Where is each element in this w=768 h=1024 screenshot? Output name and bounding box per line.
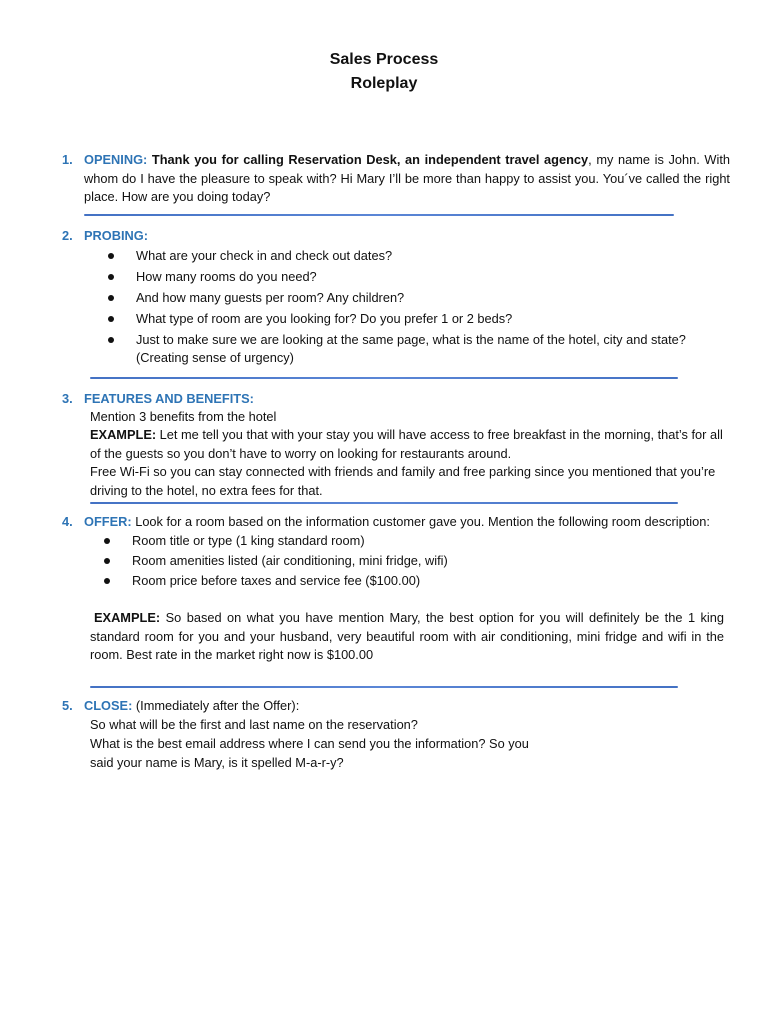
offer-example [90,609,724,665]
section-number-features: 3. [62,391,73,406]
probing-heading: PROBING: [84,228,148,243]
opening-paragraph [84,151,730,207]
list-item: How many rooms do you need? [108,268,728,286]
offer-heading: OFFER: [84,514,132,529]
list-item: What are your check in and check out dates? [108,247,728,265]
section-number-offer: 4. [62,514,73,529]
features-example [90,426,736,463]
close-text: (Immediately after the Offer): [132,698,300,713]
list-item: What type of room are you looking for? Do you prefer 1 or 2 beds? [108,310,728,328]
list-item: Just to make sure we are looking at the same page, what is the name of the hotel, city and state? (Creating sense of urgency) [108,331,728,367]
bullet-icon [108,253,114,259]
divider-rule [90,502,678,504]
divider-rule [90,377,678,379]
close-line-3: said your name is Mary, is it spelled M-a-r-y? [90,755,344,770]
opening-text: , my name is John. With whom do I have the pleasure to speak with? Hi Mary I’ll be more than happy to assist you. You´ve called the right place. How are you doing today? [84,152,731,204]
bullet-icon [104,578,110,584]
divider-rule [84,214,674,216]
list-item: Room price before taxes and service fee ($100.00) [104,572,724,590]
close-heading: CLOSE: [84,698,133,713]
features-intro: Mention 3 benefits from the hotel [90,409,277,424]
offer-example-text: So based on what you have mention Mary, the best option for you will definitely be the 1 king standard room for you and your husband, very beautiful room with air conditioning, mini fridge and wifi in the room. Best rate in the market right now is $100.00 [90,610,724,662]
bullet-icon [108,316,114,322]
probing-list [108,247,728,367]
bullet-icon [108,274,114,280]
opening-heading: OPENING: [84,152,148,167]
bullet-icon [108,337,114,343]
list-item: And how many guests per room? Any children? [108,289,728,307]
features-example-text: Let me tell you that with your stay you will have access to free breakfast in the morning, that’s for all of the guests so you don’t have to worry on looking for restaurants around. [90,427,723,461]
document-title: Sales Process [329,51,439,68]
bullet-icon [108,295,114,301]
section-number-close: 5. [62,698,73,713]
list-item: Room amenities listed (air conditioning, mini fridge, wifi) [104,552,724,570]
close-line-2: What is the best email address where I can send you the information? So you [90,736,529,751]
bullet-icon [104,558,110,564]
opening-bold-text: Thank you for calling Reservation Desk, an independent travel agency [151,152,589,167]
offer-text: Look for a room based on the information customer gave you. Mention the following room description: [131,514,710,529]
section-number-probing: 2. [62,228,73,243]
document-subtitle: Roleplay [350,75,418,92]
offer-paragraph [84,513,734,532]
features-extra: Free Wi-Fi so you can stay connected with friends and family and free parking since you mentioned that you’re driving to the hotel, no extra fees for that. [90,464,716,498]
section-number-opening: 1. [62,152,73,167]
close-paragraph [84,697,730,716]
close-line-1: So what will be the first and last name on the reservation? [90,717,418,732]
offer-list [104,532,724,590]
divider-rule [90,686,678,688]
bullet-icon [104,538,110,544]
features-example-label: EXAMPLE: [90,427,157,442]
offer-example-label: EXAMPLE: [94,610,161,625]
list-item: Room title or type (1 king standard room) [104,532,724,550]
features-heading: FEATURES AND BENEFITS: [84,391,254,406]
